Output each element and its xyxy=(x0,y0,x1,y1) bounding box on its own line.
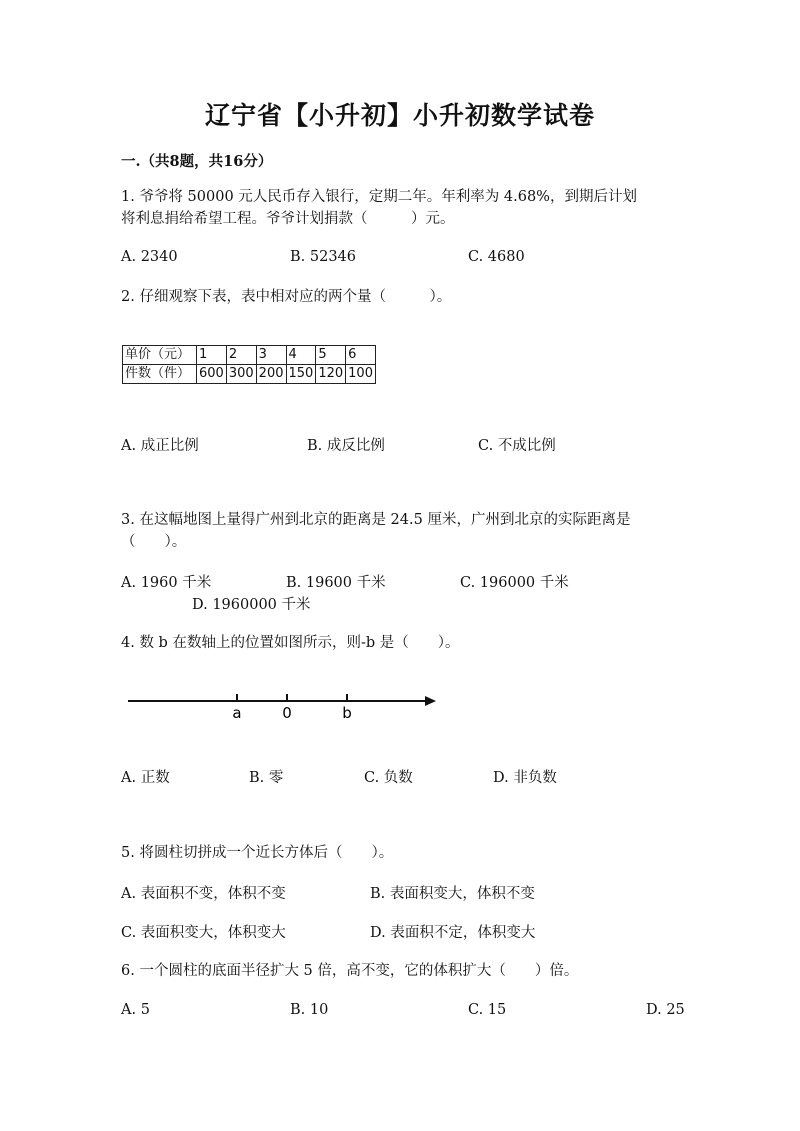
table-cell: 3 xyxy=(256,346,286,365)
q4-option-c: C. 负数 xyxy=(364,770,413,786)
q2-option-b: B. 成反比例 xyxy=(307,438,385,454)
q6-option-a: A. 5 xyxy=(121,1002,150,1018)
question-2-text: 2. 仔细观察下表，表中相对应的两个量（ ）。 xyxy=(121,289,452,305)
q3-option-a: A. 1960 千米 xyxy=(121,575,212,591)
q1-option-a: A. 2340 xyxy=(121,249,178,265)
question-1-line-1: 1. 爷爷将 50000 元人民币存入银行，定期二年。年利率为 4.68%，到期后计划 xyxy=(121,189,637,205)
question-1-line-2: 将利息捐给希望工程。爷爷计划捐款（ ）元。 xyxy=(121,211,455,227)
question-3-line-2: （ ）。 xyxy=(121,534,187,550)
table-row-header: 单价（元） xyxy=(123,346,197,365)
table-row xyxy=(123,365,376,384)
table-cell: 4 xyxy=(286,346,316,365)
page-title: 辽宁省【小升初】小升初数学试卷 xyxy=(204,101,595,130)
q2-option-c: C. 不成比例 xyxy=(478,438,556,454)
table-cell: 2 xyxy=(226,346,256,365)
q3-option-d: D. 1960000 千米 xyxy=(192,597,311,613)
q5-option-b: B. 表面积变大，体积不变 xyxy=(370,886,535,902)
price-quantity-table xyxy=(122,345,376,384)
q4-option-d: D. 非负数 xyxy=(493,770,557,786)
q4-option-a: A. 正数 xyxy=(121,770,170,786)
table-cell: 5 xyxy=(316,346,346,365)
axis-label-zero: 0 xyxy=(282,704,292,722)
section-heading: 一.（共8题，共16分） xyxy=(121,153,273,170)
question-4-text: 4. 数 b 在数轴上的位置如图所示，则-b 是（ ）。 xyxy=(121,635,460,651)
table-row-header: 件数（件） xyxy=(123,365,197,384)
q6-option-b: B. 10 xyxy=(290,1002,329,1018)
q5-option-d: D. 表面积不定，体积变大 xyxy=(370,925,536,941)
q6-option-d: D. 25 xyxy=(646,1002,685,1018)
q2-option-a: A. 成正比例 xyxy=(121,438,199,454)
q1-option-c: C. 4680 xyxy=(468,249,525,265)
question-6-text: 6. 一个圆柱的底面半径扩大 5 倍，高不变，它的体积扩大（ ）倍。 xyxy=(121,963,579,979)
q5-option-c: C. 表面积变大，体积变大 xyxy=(121,925,286,941)
table-cell: 200 xyxy=(256,365,286,384)
q4-option-b: B. 零 xyxy=(249,770,284,786)
table-cell: 6 xyxy=(346,346,376,365)
axis-label-b: b xyxy=(342,704,352,722)
table-cell: 120 xyxy=(316,365,346,384)
question-5-text: 5. 将圆柱切拼成一个近长方体后（ ）。 xyxy=(121,845,394,861)
q3-option-b: B. 19600 千米 xyxy=(286,575,386,591)
table-cell: 1 xyxy=(197,346,227,365)
table-cell: 300 xyxy=(226,365,256,384)
axis-label-a: a xyxy=(232,704,242,722)
question-3-line-1: 3. 在这幅地图上量得广州到北京的距离是 24.5 厘米，广州到北京的实际距离是 xyxy=(121,512,631,528)
q1-option-b: B. 52346 xyxy=(290,249,357,265)
q6-option-c: C. 15 xyxy=(468,1002,507,1018)
q5-option-a: A. 表面积不变，体积不变 xyxy=(121,886,286,902)
q3-option-c: C. 196000 千米 xyxy=(460,575,569,591)
table-cell: 100 xyxy=(346,365,376,384)
table-cell: 150 xyxy=(286,365,316,384)
table-cell: 600 xyxy=(197,365,227,384)
number-line xyxy=(122,686,442,726)
arrow-head-icon xyxy=(425,696,436,706)
table-row xyxy=(123,346,376,365)
